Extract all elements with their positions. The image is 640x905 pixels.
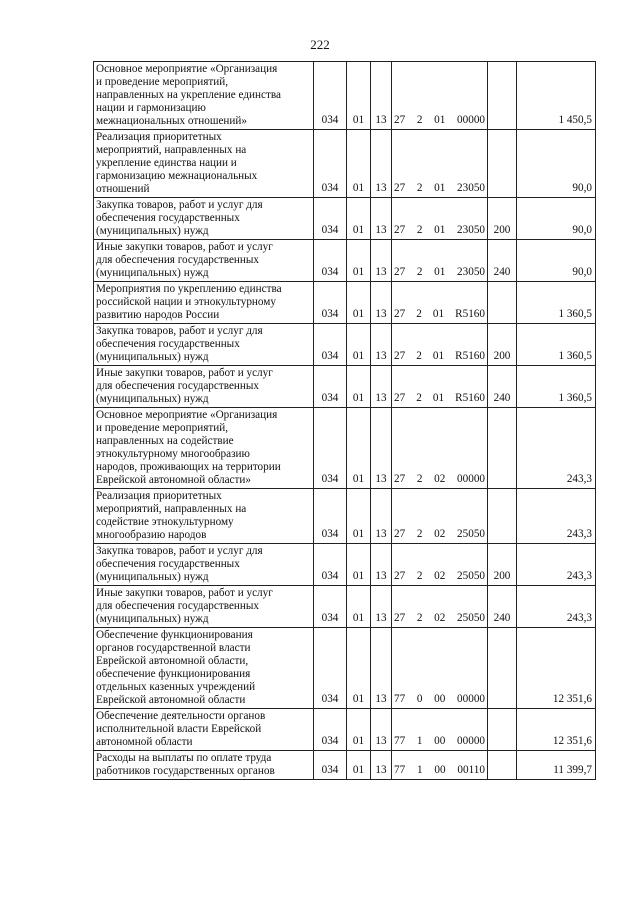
amount: 243,3 xyxy=(517,544,596,586)
description-line: Основное мероприятие «Организация xyxy=(96,63,278,75)
code-segment: 1 xyxy=(417,764,423,776)
description-line: мероприятий, направленных на xyxy=(96,503,247,515)
code-segment: 2 xyxy=(416,570,423,582)
code-segment: 27 xyxy=(394,224,406,236)
code-segment: 01 xyxy=(434,224,446,236)
code-segment: 23050 xyxy=(457,266,485,278)
description-line: для обеспечения государственных xyxy=(96,380,260,392)
code-segment: 27 xyxy=(394,473,406,485)
ministry-code: 034 xyxy=(314,198,347,240)
section-code: 01 xyxy=(347,282,371,324)
row-description xyxy=(94,751,314,780)
code-segment: 2 xyxy=(416,473,423,485)
description-line: Закупка товаров, работ и услуг для xyxy=(96,199,263,211)
row-description xyxy=(94,282,314,324)
ministry-code: 034 xyxy=(314,489,347,544)
description-line: для обеспечения государственных xyxy=(96,254,260,266)
description-line: Иные закупки товаров, работ и услуг xyxy=(96,367,273,379)
target-article-code xyxy=(392,324,488,366)
code-segment: 2 xyxy=(416,392,422,404)
code-segment: 2 xyxy=(416,350,422,362)
section-code: 01 xyxy=(347,709,371,751)
expense-type-code xyxy=(488,751,517,780)
description-line: (муниципальных) нужд xyxy=(96,613,209,625)
code-segment: 01 xyxy=(434,114,446,126)
description-line: отношений xyxy=(96,183,150,195)
ministry-code: 034 xyxy=(314,709,347,751)
description-line: (муниципальных) нужд xyxy=(96,225,209,237)
description-line: Обеспечение деятельности органов xyxy=(96,710,266,722)
target-article-code xyxy=(392,366,488,408)
table-row xyxy=(94,586,596,628)
subsection-code: 13 xyxy=(371,240,392,282)
section-code: 01 xyxy=(347,408,371,489)
code-segment: 27 xyxy=(394,266,406,278)
amount: 12 351,6 xyxy=(517,628,596,709)
section-code: 01 xyxy=(347,751,371,780)
amount: 1 360,5 xyxy=(517,324,596,366)
description-line: укрепление единства нации и xyxy=(96,157,237,169)
description-line: органов государственной власти xyxy=(96,642,251,654)
code-segment: 27 xyxy=(394,182,406,194)
page-number: 222 xyxy=(310,37,330,52)
description-line: Еврейской автономной области» xyxy=(96,474,251,486)
table-row xyxy=(94,366,596,408)
description-line: автономной области xyxy=(96,736,193,748)
description-line: Иные закупки товаров, работ и услуг xyxy=(96,241,273,253)
table-row xyxy=(94,628,596,709)
code-segment: 23050 xyxy=(457,182,485,194)
row-description xyxy=(94,198,314,240)
section-code: 01 xyxy=(347,366,371,408)
ministry-code: 034 xyxy=(314,628,347,709)
expense-type-code: 240 xyxy=(488,586,517,628)
target-article-code xyxy=(392,489,488,544)
ministry-code: 034 xyxy=(314,366,347,408)
amount: 90,0 xyxy=(517,198,596,240)
code-segment: 25050 xyxy=(457,570,485,582)
section-code: 01 xyxy=(347,62,371,130)
description-line: нации и гармонизацию xyxy=(96,102,206,114)
ministry-code: 034 xyxy=(314,62,347,130)
ministry-code: 034 xyxy=(314,130,347,198)
description-line: Еврейской автономной области, xyxy=(96,655,249,667)
code-segment: 00110 xyxy=(457,764,485,776)
ministry-code: 034 xyxy=(314,240,347,282)
table-row xyxy=(94,751,596,780)
code-segment: 25050 xyxy=(457,528,485,540)
description-line: и проведение мероприятий, xyxy=(96,422,228,434)
table-row xyxy=(94,62,596,130)
description-line: (муниципальных) нужд xyxy=(96,393,209,405)
description-line: отдельных казенных учреждений xyxy=(96,681,256,693)
description-line: для обеспечения государственных xyxy=(96,600,260,612)
code-segment: 0 xyxy=(416,693,423,705)
row-description xyxy=(94,408,314,489)
code-segment: 02 xyxy=(434,570,446,582)
description-line: обеспечение функционирования xyxy=(96,668,251,680)
code-segment: 2 xyxy=(416,224,423,236)
description-line: Основное мероприятие «Организация xyxy=(96,409,278,421)
description-line: народов, проживающих на территории xyxy=(96,461,281,473)
description-line: Реализация приоритетных xyxy=(96,490,222,502)
expense-type-code xyxy=(488,489,517,544)
code-segment: 2 xyxy=(416,114,423,126)
expense-type-code: 200 xyxy=(488,324,517,366)
code-segment: 00000 xyxy=(457,693,485,705)
description-line: межнациональных отношений» xyxy=(96,115,247,127)
expense-type-code xyxy=(488,709,517,751)
subsection-code: 13 xyxy=(371,544,392,586)
subsection-code: 13 xyxy=(371,62,392,130)
budget-table xyxy=(93,61,596,780)
target-article-code xyxy=(392,282,488,324)
amount: 11 399,7 xyxy=(517,751,596,780)
subsection-code: 13 xyxy=(371,130,392,198)
subsection-code: 13 xyxy=(371,198,392,240)
description-line: исполнительной власти Еврейской xyxy=(96,723,262,735)
amount: 12 351,6 xyxy=(517,709,596,751)
code-segment: 2 xyxy=(416,266,423,278)
code-segment: 02 xyxy=(434,528,446,540)
target-article-code xyxy=(392,62,488,130)
expense-type-code xyxy=(488,130,517,198)
description-line: мероприятий, направленных на xyxy=(96,144,247,156)
subsection-code: 13 xyxy=(371,408,392,489)
section-code: 01 xyxy=(347,240,371,282)
code-segment: 1 xyxy=(416,735,423,747)
target-article-code xyxy=(392,544,488,586)
expense-type-code xyxy=(488,62,517,130)
section-code: 01 xyxy=(347,198,371,240)
expense-type-code: 200 xyxy=(488,544,517,586)
ministry-code: 034 xyxy=(314,751,347,780)
code-segment: R5160 xyxy=(455,350,485,362)
amount: 90,0 xyxy=(517,130,596,198)
code-segment: 00 xyxy=(434,735,446,747)
code-segment: 27 xyxy=(394,392,406,404)
code-segment: R5160 xyxy=(455,392,485,404)
table-row xyxy=(94,489,596,544)
expense-type-code xyxy=(488,408,517,489)
code-segment: 2 xyxy=(416,308,422,320)
row-description xyxy=(94,324,314,366)
row-description xyxy=(94,366,314,408)
code-segment: 23050 xyxy=(457,224,485,236)
description-line: работников государственных органов xyxy=(96,765,275,777)
row-description xyxy=(94,240,314,282)
amount: 243,3 xyxy=(517,408,596,489)
target-article-code xyxy=(392,198,488,240)
code-segment: 00000 xyxy=(457,114,485,126)
subsection-code: 13 xyxy=(371,324,392,366)
description-line: направленных на укрепление единства xyxy=(96,89,281,101)
description-line: обеспечения государственных xyxy=(96,558,240,570)
table-row xyxy=(94,324,596,366)
description-line: Реализация приоритетных xyxy=(96,131,222,143)
code-segment: 02 xyxy=(434,473,446,485)
description-line: Расходы на выплаты по оплате труда xyxy=(96,752,272,764)
subsection-code: 13 xyxy=(371,489,392,544)
description-line: Обеспечение функционирования xyxy=(96,629,253,641)
section-code: 01 xyxy=(347,628,371,709)
code-segment: 2 xyxy=(416,182,423,194)
subsection-code: 13 xyxy=(371,751,392,780)
expense-type-code: 240 xyxy=(488,240,517,282)
code-segment: 2 xyxy=(416,612,423,624)
code-segment: 01 xyxy=(432,308,445,320)
code-segment: 27 xyxy=(394,350,406,362)
table-row xyxy=(94,198,596,240)
ministry-code: 034 xyxy=(314,586,347,628)
description-line: обеспечения государственных xyxy=(96,338,240,350)
section-code: 01 xyxy=(347,130,371,198)
code-segment: 00000 xyxy=(457,735,485,747)
expense-type-code xyxy=(488,282,517,324)
subsection-code: 13 xyxy=(371,628,392,709)
table-row xyxy=(94,709,596,751)
table-row xyxy=(94,544,596,586)
code-segment: 01 xyxy=(432,350,445,362)
code-segment: 27 xyxy=(394,612,406,624)
code-segment: 27 xyxy=(394,308,406,320)
row-description xyxy=(94,130,314,198)
target-article-code xyxy=(392,628,488,709)
ministry-code: 034 xyxy=(314,282,347,324)
code-segment: 27 xyxy=(394,114,406,126)
code-segment: 00000 xyxy=(457,473,485,485)
subsection-code: 13 xyxy=(371,366,392,408)
amount: 90,0 xyxy=(517,240,596,282)
table-row xyxy=(94,130,596,198)
description-line: Иные закупки товаров, работ и услуг xyxy=(96,587,273,599)
section-code: 01 xyxy=(347,324,371,366)
code-segment: 27 xyxy=(394,570,406,582)
amount: 1 450,5 xyxy=(517,62,596,130)
subsection-code: 13 xyxy=(371,282,392,324)
ministry-code: 034 xyxy=(314,324,347,366)
table-row xyxy=(94,282,596,324)
ministry-code: 034 xyxy=(314,544,347,586)
code-segment: 00 xyxy=(434,693,446,705)
description-line: развитию народов России xyxy=(96,309,220,321)
target-article-code xyxy=(392,130,488,198)
code-segment: 25050 xyxy=(457,612,485,624)
description-line: направленных на содействие xyxy=(96,435,234,447)
description-line: Еврейской автономной области xyxy=(96,694,246,706)
section-code: 01 xyxy=(347,544,371,586)
row-description xyxy=(94,709,314,751)
amount: 243,3 xyxy=(517,489,596,544)
description-line: этнокультурному многообразию xyxy=(96,448,250,460)
amount: 1 360,5 xyxy=(517,282,596,324)
code-segment: R5160 xyxy=(455,308,485,320)
target-article-code xyxy=(392,751,488,780)
code-segment: 77 xyxy=(394,735,406,747)
target-article-code xyxy=(392,408,488,489)
description-line: Закупка товаров, работ и услуг для xyxy=(96,325,263,337)
code-segment: 00 xyxy=(434,764,446,776)
table-row xyxy=(94,240,596,282)
row-description xyxy=(94,544,314,586)
code-segment: 01 xyxy=(434,182,446,194)
table-row xyxy=(94,408,596,489)
description-line: (муниципальных) нужд xyxy=(96,351,209,363)
row-description xyxy=(94,628,314,709)
description-line: и проведение мероприятий, xyxy=(96,76,228,88)
description-line: гармонизацию межнациональных xyxy=(96,170,258,182)
description-line: (муниципальных) нужд xyxy=(96,571,209,583)
description-line: многообразию народов xyxy=(96,529,207,541)
row-description xyxy=(94,586,314,628)
code-segment: 01 xyxy=(432,392,445,404)
subsection-code: 13 xyxy=(371,586,392,628)
code-segment: 2 xyxy=(416,528,423,540)
amount: 243,3 xyxy=(517,586,596,628)
code-segment: 77 xyxy=(394,764,406,776)
section-code: 01 xyxy=(347,586,371,628)
description-line: Закупка товаров, работ и услуг для xyxy=(96,545,263,557)
description-line: (муниципальных) нужд xyxy=(96,267,209,279)
code-segment: 01 xyxy=(434,266,446,278)
description-line: обеспечения государственных xyxy=(96,212,240,224)
description-line: Мероприятия по укреплению единства xyxy=(96,283,282,295)
section-code: 01 xyxy=(347,489,371,544)
code-segment: 27 xyxy=(394,528,406,540)
target-article-code xyxy=(392,240,488,282)
expense-type-code xyxy=(488,628,517,709)
amount: 1 360,5 xyxy=(517,366,596,408)
subsection-code: 13 xyxy=(371,709,392,751)
target-article-code xyxy=(392,709,488,751)
target-article-code xyxy=(392,586,488,628)
row-description xyxy=(94,489,314,544)
code-segment: 02 xyxy=(434,612,446,624)
expense-type-code: 240 xyxy=(488,366,517,408)
expense-type-code: 200 xyxy=(488,198,517,240)
description-line: российской нации и этнокультурному xyxy=(96,296,276,308)
ministry-code: 034 xyxy=(314,408,347,489)
code-segment: 77 xyxy=(394,693,406,705)
row-description xyxy=(94,62,314,130)
description-line: содействие этнокультурному xyxy=(96,516,234,528)
